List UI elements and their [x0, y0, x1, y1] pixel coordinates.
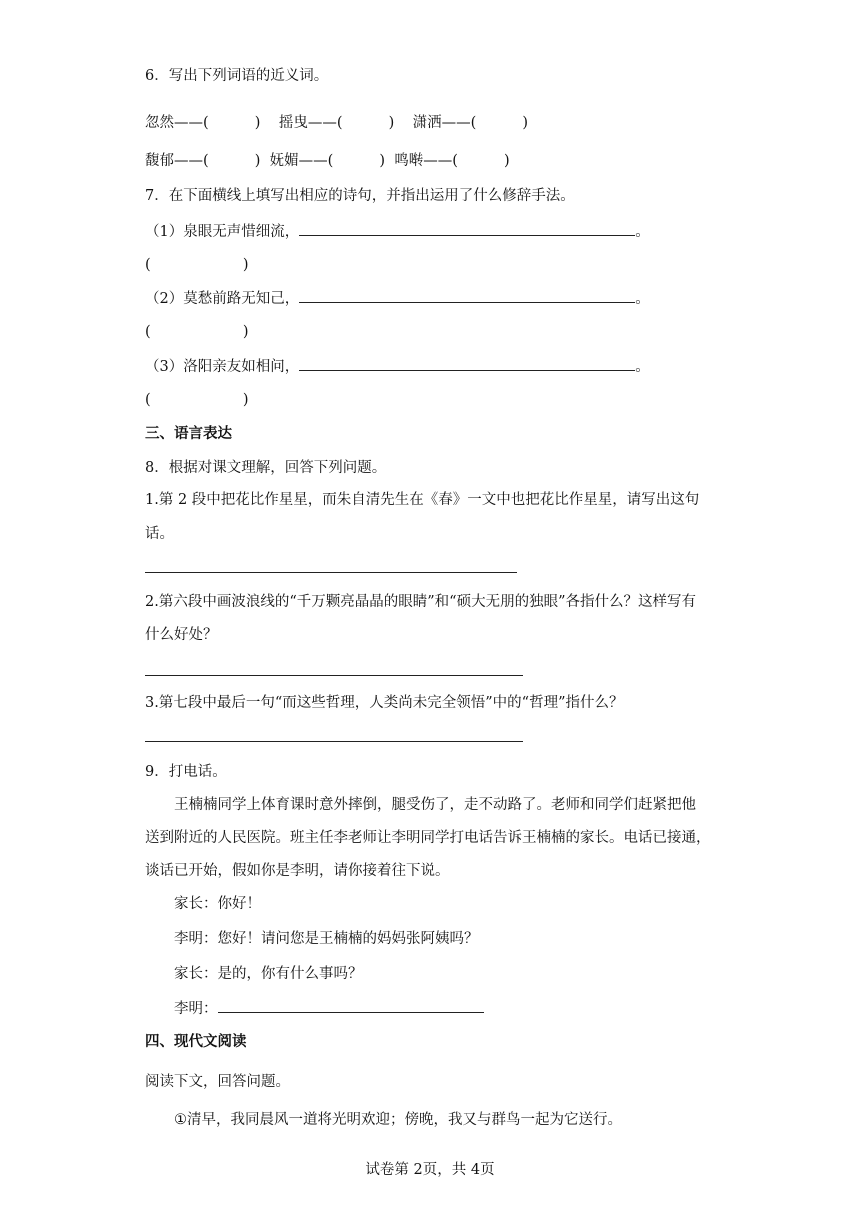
q7-item-1 [145, 221, 650, 242]
q9-paragraph-line1: 王楠楠同学上体育课时意外摔倒，腿受伤了，走不动路了。老师和同学们赶紧把他 [174, 797, 696, 813]
q7-item-2-end: 。 [635, 291, 650, 307]
q7-item-1-prompt: （1）泉眼无声惜细流， [145, 224, 300, 240]
q8-sub1-line2: 话。 [145, 526, 174, 542]
section-4-heading: 四、现代文阅读 [145, 1034, 247, 1050]
q9-dialog-liming-2 [174, 998, 484, 1019]
q9-dialog-liming-1: 李明：您好！请问您是王楠楠的妈妈张阿姨吗？ [174, 931, 479, 947]
q7-item-1-answer-line[interactable] [299, 221, 635, 236]
q9-dialog-parent-2: 家长：是的，你有什么事吗？ [174, 966, 363, 982]
q8-sub1-line1: 1.第 2 段中把花比作星星，而朱自清先生在《春》一文中也把花比作星星，请写出这句 [145, 492, 700, 508]
q7-item-2-answer-line[interactable] [299, 288, 635, 303]
passage-paragraph-1: ①清早，我同晨风一道将光明欢迎；傍晚，我又与群鸟一起为它送行。 [174, 1112, 622, 1128]
q7-item-2-rhetoric: ( ) [145, 324, 249, 340]
q7-item-3-rhetoric: ( ) [145, 392, 249, 408]
q6-synonym-row-2: 馥郁——( ) 妩媚——( ) 鸣啭——( ) [145, 153, 510, 169]
q8-sub2-answer-line[interactable] [145, 675, 523, 676]
section-4-intro: 阅读下文，回答问题。 [145, 1074, 290, 1090]
section-3-heading: 三、语言表达 [145, 426, 232, 442]
q7-title: 7．在下面横线上填写出相应的诗句，并指出运用了什么修辞手法。 [145, 188, 575, 204]
q6-title: 6．写出下列词语的近义词。 [145, 68, 329, 84]
q7-item-3 [145, 356, 650, 377]
q6-synonym-row-1: 忽然——( ) 摇曳——( ) 潇洒——( ) [145, 115, 529, 131]
q8-sub3-line1: 3.第七段中最后一句“而这些哲理，人类尚未完全领悟”中的“哲理”指什么？ [145, 695, 624, 711]
q9-answer-line[interactable] [218, 998, 484, 1013]
q9-title: 9．打电话。 [145, 764, 227, 780]
q7-item-2-prompt: （2）莫愁前路无知己， [145, 291, 300, 307]
page-footer: 试卷第 2页，共 4页 [365, 1162, 495, 1178]
q7-item-2 [145, 288, 650, 309]
q7-item-1-rhetoric: ( ) [145, 257, 249, 273]
q7-item-3-end: 。 [635, 359, 650, 375]
q8-sub2-line2: 什么好处？ [145, 627, 218, 643]
q9-dialog-liming-2-label: 李明： [174, 1001, 218, 1017]
q7-item-1-end: 。 [635, 224, 650, 240]
q8-title: 8．根据对课文理解，回答下列问题。 [145, 460, 387, 476]
q9-paragraph-line2: 送到附近的人民医院。班主任李老师让李明同学打电话告诉王楠楠的家长。电话已接通， [145, 830, 711, 846]
q8-sub1-answer-line[interactable] [145, 572, 517, 573]
q9-dialog-parent-1: 家长：你好！ [174, 896, 261, 912]
q8-sub3-answer-line[interactable] [145, 741, 523, 742]
q8-sub2-line1: 2.第六段中画波浪线的“千万颗亮晶晶的眼睛”和“硕大无朋的独眼”各指什么？这样写有 [145, 594, 696, 610]
q7-item-3-prompt: （3）洛阳亲友如相问， [145, 359, 300, 375]
q9-paragraph-line3: 谈话已开始，假如你是李明，请你接着往下说。 [145, 863, 450, 879]
q7-item-3-answer-line[interactable] [299, 356, 635, 371]
